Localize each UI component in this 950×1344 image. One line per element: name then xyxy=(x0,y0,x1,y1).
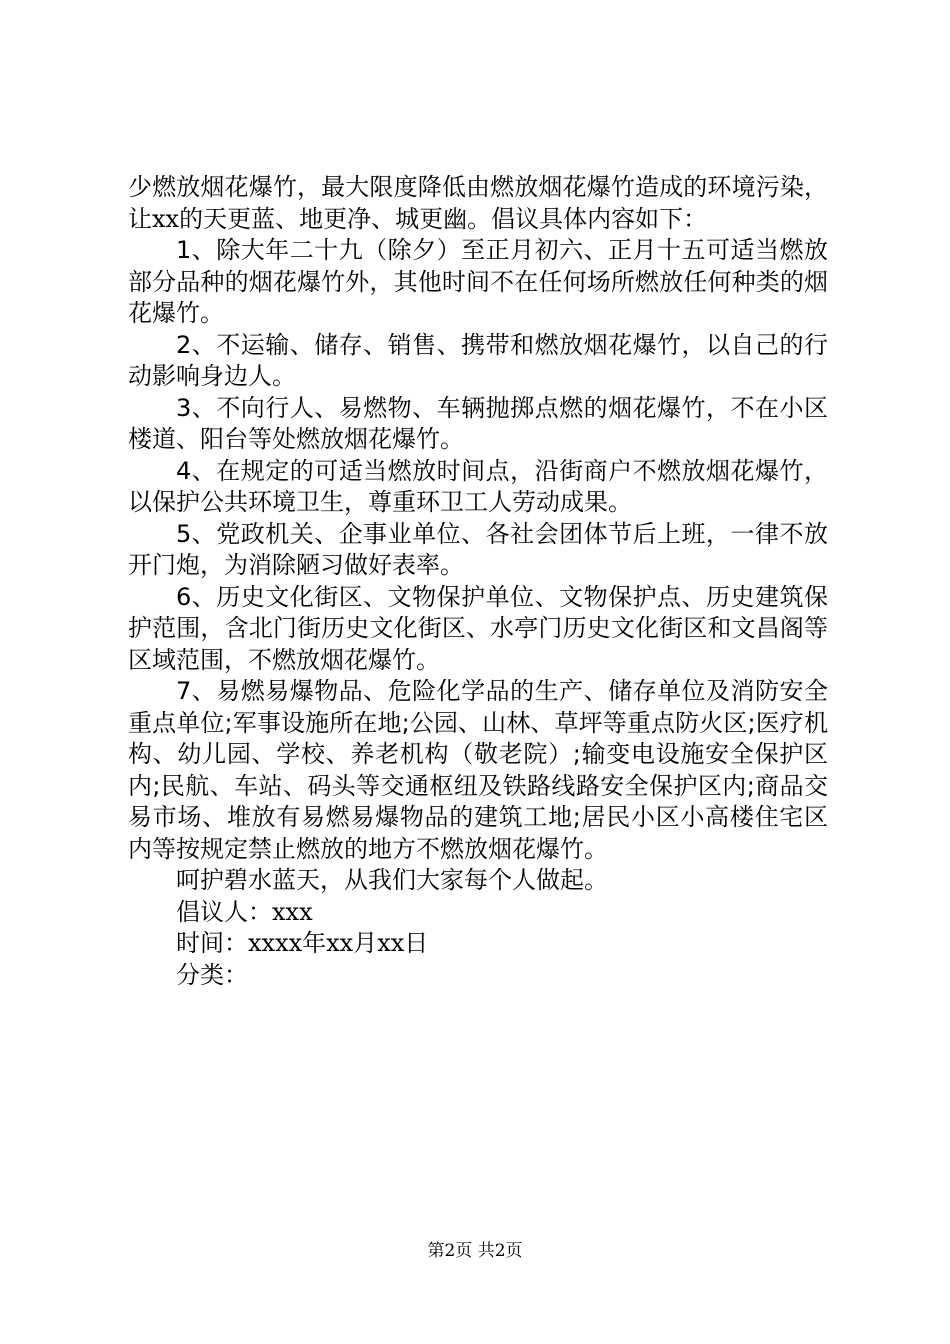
item-4: 4、在规定的可适当燃放时间点，沿街商户不燃放烟花爆竹，以保护公共环境卫生，尊重环卫工人劳动成果。 xyxy=(128,456,828,516)
item-2: 2、不运输、储存、销售、携带和燃放烟花爆竹，以自己的行动影响身边人。 xyxy=(128,330,828,390)
item-7: 7、易燃易爆物品、危险化学品的生产、储存单位及消防安全重点单位;军事设施所在地;公园、山林、草坪等重点防火区;医疗机构、幼儿园、学校、养老机构（敬老院）;输变电设施安全保护区内;民航、车站、码头等交通枢纽及铁路线路安全保护区内;商品交易市场、堆放有易燃易爆物品的建筑工地;居民小区小高楼住宅区内等按规定禁止燃放的地方不燃放烟花爆竹。 xyxy=(128,677,828,863)
item-1: 1、除大年二十九（除夕）至正月初六、正月十五可适当燃放部分品种的烟花爆竹外，其他时间不在任何场所燃放任何种类的烟花爆竹。 xyxy=(128,236,828,327)
initiator-line: 倡议人：xxx xyxy=(176,897,313,926)
closing-line: 呵护碧水蓝天，从我们大家每个人做起。 xyxy=(176,866,608,894)
item-5: 5、党政机关、企事业单位、各社会团体节后上班，一律不放开门炮，为消除陋习做好表率。 xyxy=(128,519,828,579)
document-body xyxy=(128,172,828,991)
item-6: 6、历史文化街区、文物保护单位、文物保护点、历史建筑保护范围，含北门街历史文化街区、水亭门历史文化街区和文昌阁等区域范围，不燃放烟花爆竹。 xyxy=(128,582,828,674)
item-3: 3、不向行人、易燃物、车辆抛掷点燃的烟花爆竹，不在小区楼道、阳台等处燃放烟花爆竹。 xyxy=(128,393,828,453)
date-line: 时间：xxxx年xx月xx日 xyxy=(176,929,429,957)
opening-paragraph: 少燃放烟花爆竹，最大限度降低由燃放烟花爆竹造成的环境污染，让xx的天更蓝、地更净、城更幽。倡议具体内容如下： xyxy=(128,173,828,233)
category-line: 分类： xyxy=(176,960,248,989)
page-footer: 第2页 共2页 xyxy=(427,1241,523,1261)
